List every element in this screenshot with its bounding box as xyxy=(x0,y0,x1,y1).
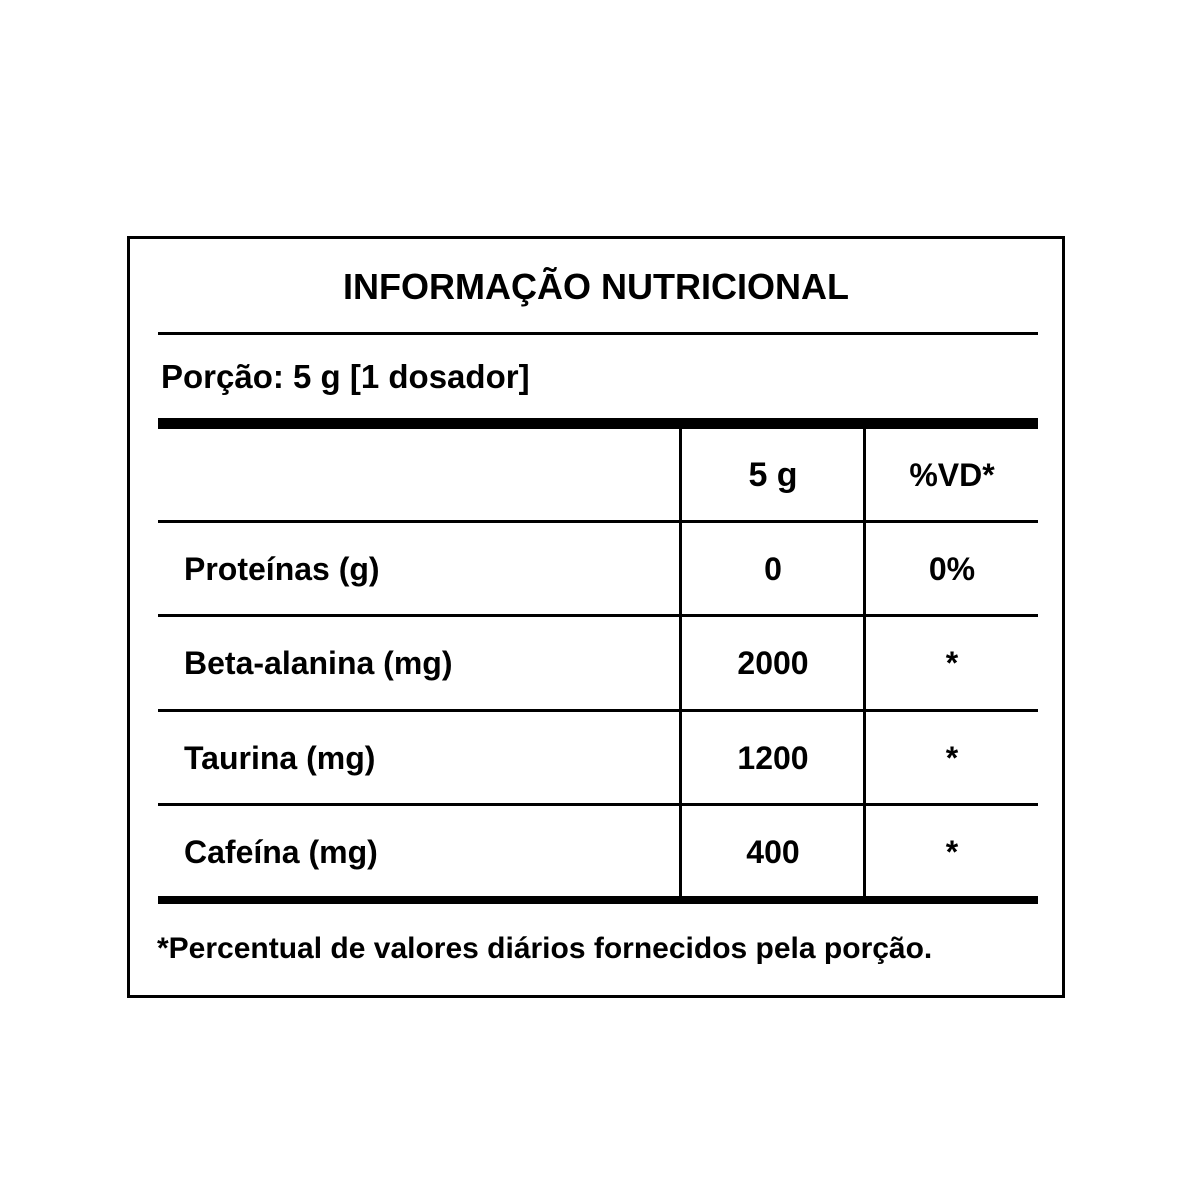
portion-size: Porção: 5 g [1 dosador] xyxy=(161,358,530,395)
divider-thick xyxy=(158,418,1038,429)
table-row xyxy=(158,617,1038,709)
nutrient-amount: 0 xyxy=(764,551,782,587)
header-daily-value: %VD* xyxy=(909,457,995,493)
nutrition-facts-label xyxy=(127,236,1065,998)
nutrient-amount: 2000 xyxy=(737,645,809,681)
nutrient-name: Beta-alanina (mg) xyxy=(184,645,453,681)
table-row xyxy=(158,806,1038,898)
divider-thick xyxy=(158,896,1038,904)
table-row xyxy=(158,523,1038,615)
nutrient-daily-value: * xyxy=(945,645,959,681)
table-header-row xyxy=(158,429,1038,521)
nutrient-name: Taurina (mg) xyxy=(184,740,376,776)
nutrient-amount: 1200 xyxy=(737,740,809,776)
nutrient-daily-value: * xyxy=(945,834,959,870)
nutrient-name: Cafeína (mg) xyxy=(184,834,378,870)
nutrient-amount: 400 xyxy=(746,834,800,870)
divider xyxy=(158,332,1038,335)
nutrient-daily-value: 0% xyxy=(928,551,976,587)
table-row xyxy=(158,712,1038,804)
header-amount: 5 g xyxy=(748,456,798,494)
nutrient-daily-value: * xyxy=(945,740,959,776)
label-title: INFORMAÇÃO NUTRICIONAL xyxy=(343,266,849,307)
footnote: *Percentual de valores diários fornecidos pela porção. xyxy=(157,932,933,965)
nutrient-name: Proteínas (g) xyxy=(184,551,380,587)
